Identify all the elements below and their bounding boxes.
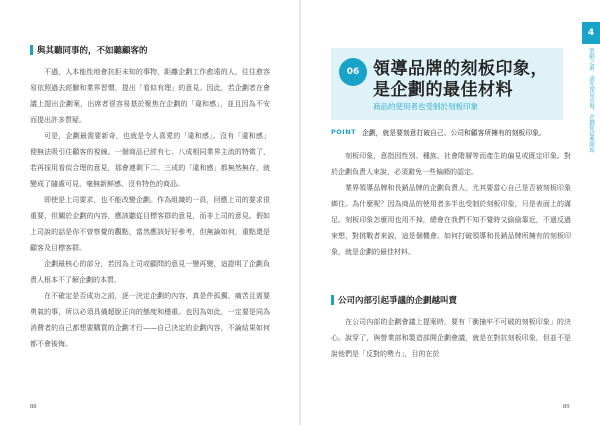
right-subsection-body bbox=[331, 314, 571, 362]
callout-subtitle: 商品的使用者也受制於刻板印象 bbox=[373, 102, 478, 111]
chapter-side-text: 勞動之前，請先預見市場，企劃從這裡開始 bbox=[588, 48, 594, 153]
left-body bbox=[30, 64, 270, 352]
left-paragraph-1: 不過，人本能性地會抗拒未知的事物，距離企劃工作愈遠的人，往往愈容易依照過去經驗和業界習慣，提出「看似有理」的意見。因此，若企劃者在會議上提出企劃案，出席者很容易基於聚焦在企劃的「違和感」，並且因為不安而提出許多質疑。 bbox=[30, 68, 270, 124]
section-number-badge: 06 bbox=[339, 58, 367, 86]
left-paragraph-2: 可是，企劃最需要新奇，也就是令人喜愛的「違和感」。沒有「違和感」便無法吸引住顧客的視線。一個商品已經有七、八成相同業界主流的特徵了，若再採用看似合理的意見，那會連剩下二、三成的「違和感」都無然無存，就變成了隨處可見、毫無新鮮感、沒有特色的商品。 bbox=[30, 132, 270, 188]
subsection-marker-icon bbox=[331, 295, 334, 305]
right-subsection-title: 公司內部引起爭議的企劃越叫賣 bbox=[338, 296, 458, 306]
section-callout bbox=[331, 48, 563, 120]
left-paragraph-5: 在不確定是否成功之前，逐一決定企劃的內容，真是件孤獨、痛苦且需要勇氣的事，所以必須具備超脫正向的態度和穩重。也因為如此，一定要是同為消費者的自己都想要購買的企劃才行——自己決定的企劃內容，不論結果如何都不會後悔。 bbox=[30, 292, 270, 348]
chapter-tab: 4 bbox=[582, 22, 600, 44]
left-page-number: 88 bbox=[30, 403, 37, 410]
point-text: 企劃，就是要刻意打破自己、公司和顧客所擁有的刻板印象。 bbox=[362, 129, 546, 137]
left-section-header bbox=[30, 44, 148, 56]
left-paragraph-4: 企劃最核心的部分，若因為上司或顧問的意見一變再變，這證明了企劃負責人根本不了解企劃的本質。 bbox=[30, 260, 270, 284]
callout-title-line2: 是企劃的最佳材料 bbox=[373, 80, 513, 100]
point-row bbox=[331, 124, 563, 140]
right-subsection-header bbox=[331, 294, 457, 306]
point-label: POINT bbox=[331, 128, 357, 136]
right-page-number: 89 bbox=[563, 403, 570, 410]
left-page bbox=[0, 0, 299, 425]
right-page bbox=[301, 0, 600, 425]
right-subsection-paragraph: 在公司內部的企劃會議上提案時，要有「衝撞牢不可破的刻板印象」的決心。說穿了，與營業部和製造部開企劃會議，就是在對抗刻板印象，但並不是說他們是「反對的勢力」，目的在於 bbox=[331, 318, 571, 358]
right-paragraph-2: 業界領導品牌和長銷品牌的企劃負責人，尤其要當心自己是否被刻板印象綁住。為什麼呢？因為商品的使用者多半也受制於刻板印象，只是表面上的滿足。刻板印象怎麼用也用不掉，總會在我們不知不覺時又偷偷靠近，不過反過來想，對挑戰者來說，這是個機會。如何打破領導和長銷品牌所擁有的刻板印象，就是企劃的最佳材料。 bbox=[331, 184, 571, 256]
section-marker-icon bbox=[30, 45, 33, 55]
left-section-title: 與其聽同事的，不如聽顧客的 bbox=[37, 46, 148, 56]
callout-title-line1: 領導品牌的刻板印象， bbox=[373, 59, 548, 79]
left-paragraph-3: 即使是上司要求，也不能改變企劃。作為組織的一員，回應上司的要求很重要，但關於企劃的內容，應該聽從目標客群的意見，而非上司的意見。假如上司說的話是你不曾察覺的觀點，當然應該好好參考，但無論如何，重點還是顧客及目標客群。 bbox=[30, 196, 270, 252]
right-paragraph-1: 刻板印象，意指因性別、種族、社會階層等而產生的偏見或既定印象。對於企劃負責人來說，必須避免一些偏頗的認定。 bbox=[331, 152, 571, 176]
right-body bbox=[331, 148, 571, 260]
